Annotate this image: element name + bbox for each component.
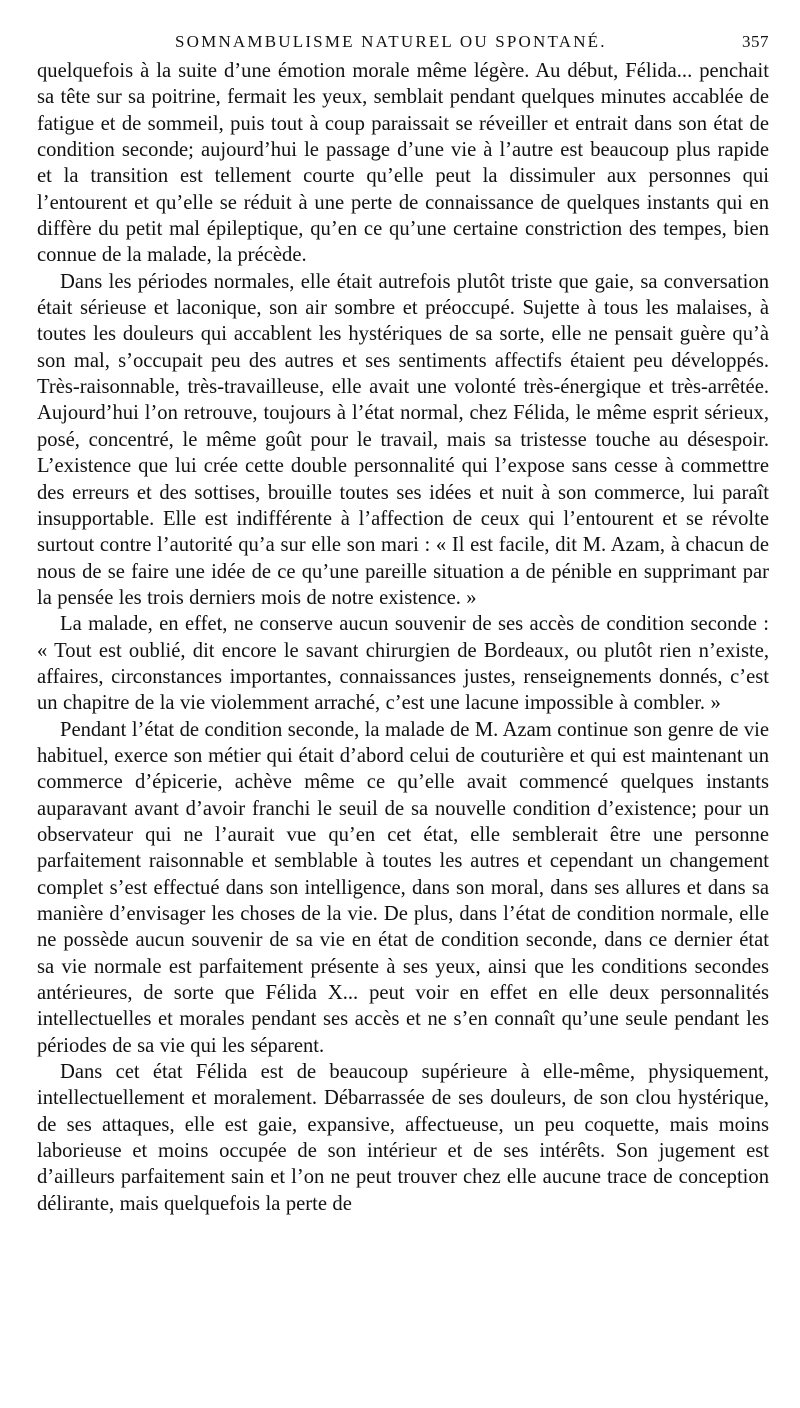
paragraph: Dans cet état Félida est de beaucoup supérieure à elle-même, physiquement, intellectuellement et moralement. Débarrassée de ses douleurs, de son clou hystérique, de ses attaques, elle est gaie, expansive, affectueuse, un peu coquette, mais moins laborieuse et moins occupée de son intérieur et de ses intérêts. Son jugement est d’ailleurs parfaitement sain et l’on ne peut trouver chez elle aucune trace de conception délirante, mais quelquefois la perte de [37, 1061, 769, 1215]
page-number: 357 [742, 32, 769, 51]
paragraph: Dans les périodes normales, elle était autrefois plutôt triste que gaie, sa conversation était sérieuse et laconique, son air sombre et préoccupé. Sujette à tous les malaises, à toutes les douleurs qui accablent les hystériques de sa sorte, elle ne pensait guère qu’à son mal, s’occupait peu des autres et ses sentiments affectifs étaient peu développés. Très-raisonnable, très-travailleuse, elle avait une volonté très-énergique et très-arrêtée. Aujourd’hui l’on retrouve, toujours à l’état normal, chez Félida, le même esprit sérieux, posé, concentré, le même goût pour le travail, mais sa tristesse touche au désespoir. L’existence que lui crée cette double personnalité qui l’expose sans cesse à commettre des erreurs et des sottises, brouille toutes ses idées et nuit à son commerce, lui paraît insupportable. Elle est indifférente à l’affection de ceux qui l’entourent et se révolte surtout contre l’autorité qu’a sur elle son mari : « Il est facile, dit M. Azam, à chacun de nous de se faire une idée de ce qu’une pareille situation a de pénible en supprimant par la pensée les trois derniers mois de notre existence. » [37, 270, 769, 609]
paragraph-continued: quelquefois à la suite d’une émotion morale même légère. Au début, Félida... penchait sa tête sur sa poitrine, fermait les yeux, semblait pendant quelques minutes accablée de fatigue et de sommeil, puis tout à coup paraissait se réveiller et entrait dans son état de condition seconde; aujourd’hui le passage d’une vie à l’autre est beaucoup plus rapide et la transition est tellement courte qu’elle peut la dissimuler aux personnes qui l’entourent et qu’elle se réduit à une perte de connaissance de quelques instants qui en diffère du petit mal épileptique, qu’en ce qu’une certaine constriction des tempes, bien connue de la malade, la précède. [37, 60, 769, 267]
paragraph: Pendant l’état de condition seconde, la malade de M. Azam continue son genre de vie habituel, exerce son métier qui était d’abord celui de couturière et qui est maintenant un commerce d’épicerie, achève même ce qu’elle avait commencé quelques instants auparavant avant d’avoir franchi le seuil de sa nouvelle condition d’existence; pour un observateur qui ne l’aurait vue qu’en cet état, elle semblerait être une personne parfaitement raisonnable et semblable à toutes les autres et cependant un changement complet s’est effectué dans son intelligence, dans son moral, dans ses allures et dans sa manière d’envisager les choses de la vie. De plus, dans l’état de condition normale, elle ne possède aucun souvenir de sa vie en état de condition seconde, dans ce dernier état sa vie normale est parfaitement présente à ses yeux, ainsi que les conditions secondes antérieures, de sorte que Félida X... peut voir en effet en elle deux personnalités intellectuelles et morales pendant ses accès et ne s’en connaît qu’une seule pendant les périodes de sa vie qui les séparent. [37, 718, 769, 1057]
running-header [37, 30, 769, 58]
running-title: SOMNAMBULISME NATUREL OU SPONTANÉ. [175, 32, 607, 51]
body-text [37, 58, 769, 1217]
book-page [37, 30, 769, 1217]
paragraph: La malade, en effet, ne conserve aucun souvenir de ses accès de condition seconde : « Tout est oublié, dit encore le savant chirurgien de Bordeaux, ou plutôt rien n’existe, affaires, circonstances importantes, connaissances justes, renseignements donnés, c’est un chapitre de la vie violemment arraché, c’est une lacune impossible à combler. » [37, 613, 769, 715]
